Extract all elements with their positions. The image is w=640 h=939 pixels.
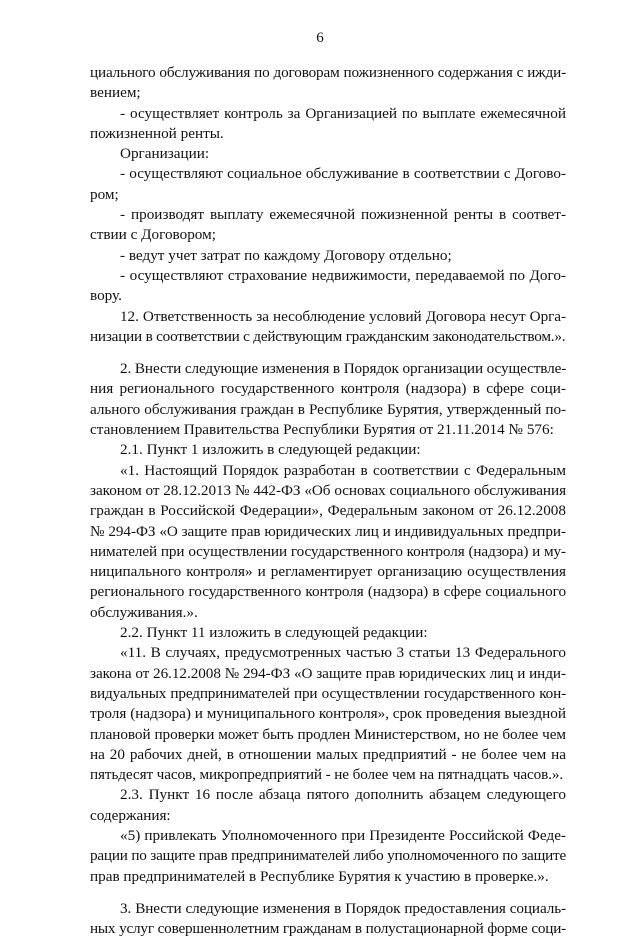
text-line: низации в соответствии с действующим гражданским законодательством.». [90,327,566,345]
text-line: 2.1. Пункт 1 изложить в следующей редакции: [120,441,421,459]
text-line: видуальных предпринимателей при осуществлении государственного кон- [90,684,566,702]
text-line: вору. [90,287,122,305]
text-line: прав предпринимателей в Республике Бурятия к участию в проверке.». [90,867,549,885]
text-line: 3. Внести следующие изменения в Порядок предоставления социаль- [120,899,566,917]
paragraph-gap [90,347,566,359]
text-line: «5) привлекать Уполномоченного при Президенте Российской Феде- [120,826,566,844]
text-line: - ведут учет затрат по каждому Договору отдельно; [120,246,452,264]
text-line: № 294-ФЗ «О защите прав юридических лиц и индивидуальных предпри- [90,522,566,540]
text-line: - осуществляют социальное обслуживание в соответствии с Догово- [120,165,566,183]
text-line: становлением Правительства Республики Бурятия от 21.11.2014 № 576: [90,421,554,439]
text-line: «1. Настоящий Порядок разработан в соответствии с Федеральным [120,461,566,479]
text-line: пятьдесят часов, микропредприятий - не более чем на пятнадцать часов.». [90,766,564,784]
text-line: циального обслуживания по договорам пожизненного содержания с ижди- [90,64,566,81]
page-number: 6 [316,30,324,46]
text-line: граждан в Российской Федерации», Федеральным законом от 26.12.2008 [90,502,566,520]
text-line: ниципального контроля» и регламентирует организацию осуществления [90,563,566,581]
text-line: закона от 26.12.2008 № 294-ФЗ «О защите прав юридических лиц и инди- [90,664,566,682]
paragraph-gap [90,887,566,899]
text-line: Организации: [120,145,210,163]
text-line: ального обслуживания граждан в Республике Бурятия, утвержденный по- [90,400,566,418]
text-line: ром; [90,185,119,203]
text-line: содержания: [90,806,171,824]
text-line: рации по защите прав предпринимателей либо уполномоченного по защите [90,847,566,865]
text-line: - производят выплату ежемесячной пожизненной ренты в соответ- [120,206,566,224]
text-line: 2.3. Пункт 16 после абзаца пятого дополнить абзацем следующего [120,786,566,804]
text-line: ных услуг совершеннолетним гражданам в полустационарной форме соци- [90,920,566,938]
text-line: троля (надзора) и муниципального контроля», срок проведения выездной [90,705,566,723]
text-line: - осуществляет контроль за Организацией по выплате ежемесячной [120,104,566,122]
text-line: вением; [90,84,141,102]
text-line: 2.2. Пункт 11 изложить в следующей редакции: [120,624,428,642]
text-line: ствии с Договором; [90,226,216,244]
document-body [90,63,566,939]
text-line: обслуживания.». [90,603,198,621]
text-line: 2. Внести следующие изменения в Порядок организации осуществле- [120,360,567,378]
text-line: нимателей при осуществлении государственного контроля (надзора) и му- [90,542,566,560]
text-line: 12. Ответственность за несоблюдение условий Договора несут Орга- [120,307,566,325]
text-line: на 20 рабочих дней, в отношении малых предприятий - не более чем на [90,745,566,763]
text-line: законом от 28.12.2013 № 442-ФЗ «Об основах социального обслуживания [90,481,566,499]
text-line: плановой проверки может быть продлен Министерством, но не более чем [90,725,566,743]
text-line: пожизненной ренты. [90,124,224,142]
text-line: - осуществляют страхование недвижимости, передаваемой по Дого- [120,266,566,284]
text-line: регионального государственного контроля (надзора) в сфере социального [90,583,566,601]
text-line: «11. В случаях, предусмотренных частью 3 статьи 13 Федерального [120,644,566,662]
text-line: ния регионального государственного контроля (надзора) в сфере соци- [90,380,566,398]
